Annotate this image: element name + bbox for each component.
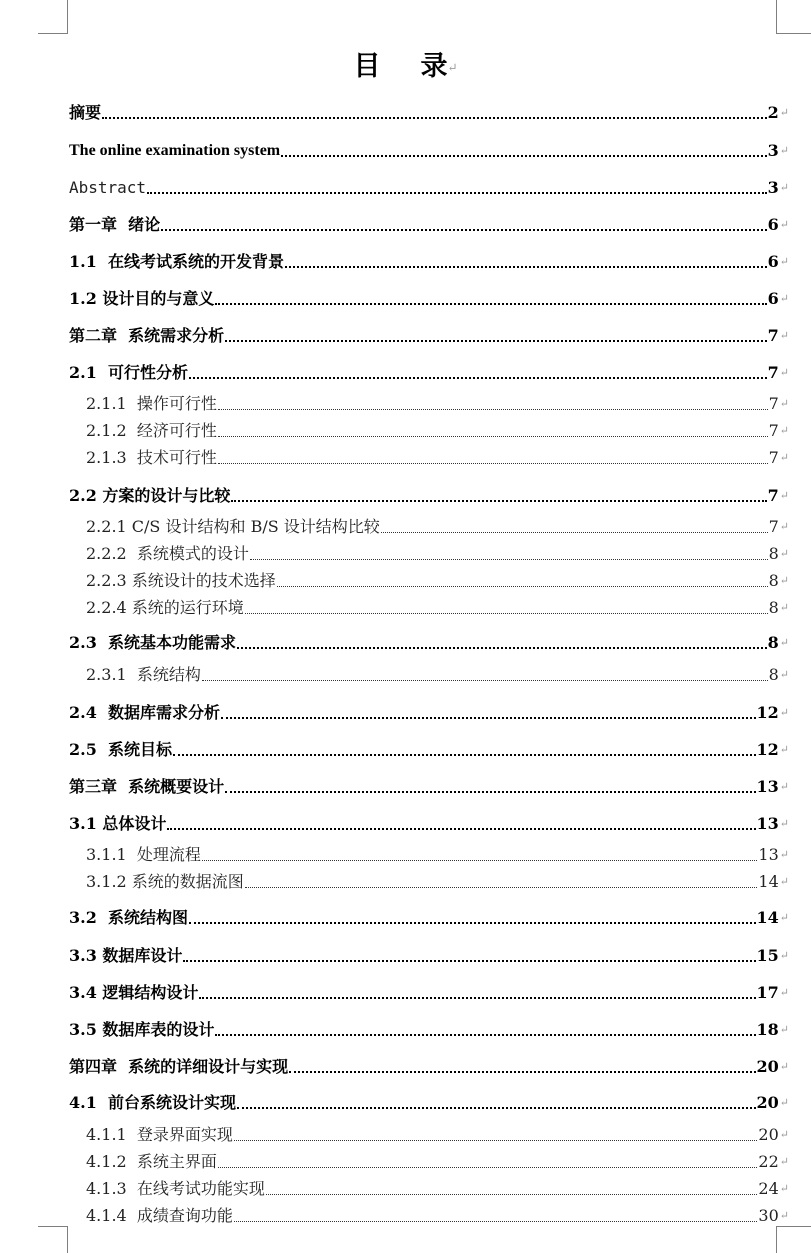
toc-entry-title: Abstract bbox=[69, 178, 147, 197]
toc-dot-leader bbox=[218, 463, 768, 464]
paragraph-mark: ↵ bbox=[779, 875, 789, 888]
crop-mark-bottom-left bbox=[38, 1226, 68, 1253]
toc-entry-title: 2.4 数据库需求分析 bbox=[69, 703, 220, 722]
toc-entry[interactable] bbox=[69, 250, 789, 272]
toc-entry[interactable] bbox=[69, 906, 789, 928]
toc-entry[interactable] bbox=[69, 812, 789, 834]
paragraph-mark: ↵ bbox=[779, 817, 789, 830]
toc-entry[interactable] bbox=[69, 1018, 789, 1040]
paragraph-mark: ↵ bbox=[779, 255, 789, 268]
paragraph-mark: ↵ bbox=[779, 601, 789, 614]
paragraph-mark: ↵ bbox=[779, 1060, 789, 1073]
toc-entry[interactable] bbox=[86, 596, 789, 618]
toc-entry-page-number: 13 bbox=[758, 845, 779, 864]
paragraph-mark: ↵ bbox=[779, 1209, 789, 1222]
toc-entry-title: 2.1.3 技术可行性 bbox=[86, 448, 217, 467]
toc-entry[interactable] bbox=[86, 392, 789, 414]
toc-entry-page-number: 3 bbox=[767, 178, 779, 197]
toc-entry-page-number: 7 bbox=[768, 421, 779, 440]
toc-dot-leader bbox=[231, 500, 766, 502]
toc-dot-leader bbox=[218, 409, 768, 410]
toc-entry-title: 2.2.3 系统设计的技术选择 bbox=[86, 571, 276, 590]
toc-entry-page-number: 6 bbox=[767, 215, 779, 234]
toc-entry-page-number: 7 bbox=[767, 363, 779, 382]
toc-dot-leader bbox=[234, 1221, 758, 1222]
paragraph-mark: ↵ bbox=[779, 489, 789, 502]
paragraph-mark: ↵ bbox=[779, 1096, 789, 1109]
toc-entry-title: 2.1 可行性分析 bbox=[69, 363, 188, 382]
toc-entry-title: 2.5 系统目标 bbox=[69, 740, 172, 759]
toc-dot-leader bbox=[215, 1034, 755, 1036]
toc-entry[interactable] bbox=[69, 701, 789, 723]
toc-entry[interactable] bbox=[69, 484, 789, 506]
toc-entry-page-number: 8 bbox=[768, 665, 779, 684]
toc-entry[interactable] bbox=[86, 446, 789, 468]
toc-entry-title: 摘要 bbox=[69, 103, 102, 122]
paragraph-mark: ↵ bbox=[779, 706, 789, 719]
paragraph-mark: ↵ bbox=[779, 743, 789, 756]
toc-entry-page-number: 18 bbox=[756, 1020, 779, 1039]
paragraph-mark: ↵ bbox=[779, 911, 789, 924]
toc-title-char-1: 目 bbox=[353, 51, 381, 82]
toc-entry-page-number: 20 bbox=[758, 1125, 779, 1144]
toc-entry[interactable] bbox=[86, 542, 789, 564]
toc-entry-page-number: 12 bbox=[756, 740, 779, 759]
toc-entry[interactable] bbox=[86, 515, 789, 537]
paragraph-mark: ↵ bbox=[779, 1023, 789, 1036]
toc-entry-page-number: 13 bbox=[756, 777, 779, 796]
toc-entry-title: 2.1.1 操作可行性 bbox=[86, 394, 217, 413]
toc-entry[interactable] bbox=[69, 944, 789, 966]
toc-entry-page-number: 8 bbox=[768, 544, 779, 563]
toc-entry-title: 2.2.2 系统模式的设计 bbox=[86, 544, 249, 563]
toc-entry-page-number: 7 bbox=[768, 448, 779, 467]
toc-dot-leader bbox=[285, 266, 767, 268]
toc-entry-page-number: 8 bbox=[767, 633, 779, 652]
toc-entry-page-number: 2 bbox=[767, 103, 779, 122]
toc-entry-title: 2.2.1 C/S 设计结构和 B/S 设计结构比较 bbox=[86, 517, 380, 536]
toc-entry[interactable] bbox=[86, 843, 789, 865]
toc-entry-title: 3.4 逻辑结构设计 bbox=[69, 983, 199, 1002]
toc-entry[interactable] bbox=[86, 419, 789, 441]
paragraph-mark: ↵ bbox=[779, 1128, 789, 1141]
toc-dot-leader bbox=[167, 828, 755, 830]
paragraph-mark: ↵ bbox=[779, 636, 789, 649]
toc-dot-leader bbox=[215, 303, 766, 305]
paragraph-mark: ↵ bbox=[779, 144, 789, 157]
toc-dot-leader bbox=[202, 680, 768, 681]
toc-dot-leader bbox=[218, 1167, 758, 1168]
toc-entry-page-number: 20 bbox=[756, 1093, 779, 1112]
toc-entry-page-number: 14 bbox=[758, 872, 779, 891]
toc-dot-leader bbox=[245, 887, 758, 888]
toc-entry-title: 4.1.4 成绩查询功能 bbox=[86, 1206, 233, 1225]
toc-dot-leader bbox=[225, 340, 766, 342]
paragraph-mark: ↵ bbox=[779, 949, 789, 962]
paragraph-mark: ↵ bbox=[779, 1155, 789, 1168]
toc-dot-leader bbox=[199, 997, 755, 999]
toc-entry-page-number: 24 bbox=[758, 1179, 779, 1198]
toc-entry-title: 2.3.1 系统结构 bbox=[86, 665, 201, 684]
toc-entry[interactable] bbox=[86, 1123, 789, 1145]
toc-entry-page-number: 3 bbox=[767, 141, 779, 160]
toc-dot-leader bbox=[218, 436, 768, 437]
toc-entry-title: 第三章 系统概要设计 bbox=[69, 777, 225, 796]
paragraph-mark: ↵ bbox=[779, 106, 789, 119]
toc-dot-leader bbox=[102, 117, 767, 119]
paragraph-mark: ↵ bbox=[779, 218, 789, 231]
toc-dot-leader bbox=[281, 155, 767, 157]
toc-entry-page-number: 8 bbox=[768, 571, 779, 590]
toc-entry-page-number: 7 bbox=[768, 394, 779, 413]
toc-entry[interactable] bbox=[86, 663, 789, 685]
toc-dot-leader bbox=[225, 791, 755, 793]
toc-entry-title: 3.1 总体设计 bbox=[69, 814, 167, 833]
toc-entry-page-number: 7 bbox=[768, 517, 779, 536]
paragraph-mark: ↵ bbox=[779, 366, 789, 379]
toc-entry[interactable] bbox=[86, 1177, 789, 1199]
paragraph-mark: ↵ bbox=[779, 668, 789, 681]
toc-entry-page-number: 20 bbox=[756, 1057, 779, 1076]
toc-entry-title: 4.1 前台系统设计实现 bbox=[69, 1093, 236, 1112]
paragraph-mark: ↵ bbox=[779, 574, 789, 587]
toc-dot-leader bbox=[202, 860, 758, 861]
paragraph-mark: ↵ bbox=[779, 848, 789, 861]
toc-entry[interactable] bbox=[86, 1204, 789, 1226]
toc-dot-leader bbox=[289, 1071, 755, 1073]
toc-entry[interactable] bbox=[69, 213, 789, 235]
toc-entry-title: 第四章 系统的详细设计与实现 bbox=[69, 1057, 289, 1076]
paragraph-mark: ↵ bbox=[779, 451, 789, 464]
paragraph-mark: ↵ bbox=[779, 1182, 789, 1195]
toc-dot-leader bbox=[381, 532, 768, 533]
toc-entry-page-number: 7 bbox=[767, 486, 779, 505]
toc-entry[interactable] bbox=[69, 631, 789, 653]
toc-entry[interactable] bbox=[69, 1055, 789, 1077]
toc-entry[interactable] bbox=[69, 176, 789, 198]
toc-dot-leader bbox=[234, 1140, 758, 1141]
toc-entry[interactable] bbox=[69, 775, 789, 797]
paragraph-mark: ↵ bbox=[779, 547, 789, 560]
toc-entry[interactable] bbox=[69, 324, 789, 346]
toc-entry[interactable] bbox=[69, 139, 789, 161]
toc-entry-title: 2.3 系统基本功能需求 bbox=[69, 633, 236, 652]
toc-entry-page-number: 12 bbox=[756, 703, 779, 722]
toc-dot-leader bbox=[245, 613, 768, 614]
toc-entry-title: 1.1 在线考试系统的开发背景 bbox=[69, 252, 284, 271]
toc-entry-title: 3.5 数据库表的设计 bbox=[69, 1020, 215, 1039]
toc-entry-title: 2.1.2 经济可行性 bbox=[86, 421, 217, 440]
toc-dot-leader bbox=[161, 229, 766, 231]
toc-dot-leader bbox=[237, 647, 767, 649]
toc-title bbox=[0, 44, 811, 83]
toc-entry-page-number: 22 bbox=[758, 1152, 779, 1171]
toc-entry-page-number: 17 bbox=[756, 983, 779, 1002]
toc-dot-leader bbox=[189, 922, 756, 924]
toc-dot-leader bbox=[221, 717, 756, 719]
toc-entry-title: 第二章 系统需求分析 bbox=[69, 326, 225, 345]
toc-entry-title: 1.2 设计目的与意义 bbox=[69, 289, 215, 308]
toc-entry-title: 4.1.1 登录界面实现 bbox=[86, 1125, 233, 1144]
toc-entry-title: The online examination system bbox=[69, 142, 281, 159]
toc-entry[interactable] bbox=[69, 361, 789, 383]
paragraph-mark: ↵ bbox=[779, 181, 789, 194]
toc-entry[interactable] bbox=[69, 287, 789, 309]
toc-entry-title: 4.1.2 系统主界面 bbox=[86, 1152, 217, 1171]
paragraph-mark: ↵ bbox=[779, 329, 789, 342]
toc-entry-page-number: 8 bbox=[768, 598, 779, 617]
crop-mark-top-left bbox=[38, 0, 68, 34]
toc-entry-title: 3.1.2 系统的数据流图 bbox=[86, 872, 244, 891]
toc-dot-leader bbox=[277, 586, 768, 587]
toc-entry-page-number: 14 bbox=[756, 908, 779, 927]
toc-entry-title: 3.3 数据库设计 bbox=[69, 946, 183, 965]
toc-dot-leader bbox=[147, 192, 767, 194]
toc-entry-title: 2.2.4 系统的运行环境 bbox=[86, 598, 244, 617]
toc-entry-page-number: 7 bbox=[767, 326, 779, 345]
toc-dot-leader bbox=[250, 559, 768, 560]
toc-entry[interactable] bbox=[69, 738, 789, 760]
toc-entry[interactable] bbox=[69, 1091, 789, 1113]
toc-entry-page-number: 15 bbox=[756, 946, 779, 965]
toc-entry-page-number: 13 bbox=[756, 814, 779, 833]
toc-dot-leader bbox=[173, 754, 756, 756]
toc-dot-leader bbox=[189, 377, 767, 379]
toc-entry[interactable] bbox=[86, 569, 789, 591]
paragraph-mark: ↵ bbox=[779, 986, 789, 999]
crop-mark-bottom-right bbox=[776, 1226, 811, 1253]
paragraph-mark: ↵ bbox=[779, 424, 789, 437]
toc-dot-leader bbox=[237, 1107, 756, 1109]
toc-title-char-2: 录 bbox=[420, 51, 448, 82]
toc-entry[interactable] bbox=[69, 981, 789, 1003]
paragraph-mark: ↵ bbox=[447, 60, 458, 75]
toc-entry-title: 3.2 系统结构图 bbox=[69, 908, 188, 927]
toc-entry-title: 4.1.3 在线考试功能实现 bbox=[86, 1179, 265, 1198]
toc-entry-page-number: 6 bbox=[767, 289, 779, 308]
toc-dot-leader bbox=[266, 1194, 758, 1195]
paragraph-mark: ↵ bbox=[779, 397, 789, 410]
toc-dot-leader bbox=[183, 960, 755, 962]
toc-entry-title: 第一章 绪论 bbox=[69, 215, 161, 234]
toc-entry-title: 3.1.1 处理流程 bbox=[86, 845, 201, 864]
crop-mark-top-right bbox=[776, 0, 811, 34]
toc-entry-page-number: 30 bbox=[758, 1206, 779, 1225]
paragraph-mark: ↵ bbox=[779, 520, 789, 533]
toc-entry[interactable] bbox=[86, 870, 789, 892]
toc-entry[interactable] bbox=[86, 1150, 789, 1172]
toc-entry-page-number: 6 bbox=[767, 252, 779, 271]
paragraph-mark: ↵ bbox=[779, 780, 789, 793]
paragraph-mark: ↵ bbox=[779, 292, 789, 305]
toc-entry[interactable] bbox=[69, 101, 789, 123]
toc-entry-title: 2.2 方案的设计与比较 bbox=[69, 486, 231, 505]
